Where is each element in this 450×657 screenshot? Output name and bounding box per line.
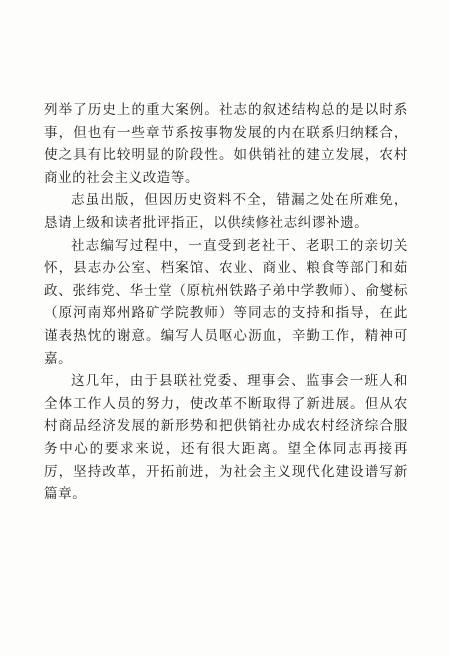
paragraph-closing: 这几年，由于县联社党委、理事会、监事会一班人和全体工作人员的努力，使改革不断取得了新进展。但从农村商品经济发展的新形势和把供销社办成农村经济综合服务中心的要求来说，还有很大距离。望全体同志再接再厉，坚持改革，开拓前进，为社会主义现代化建设谱写新篇章。 [44, 373, 408, 503]
paragraph-continued: 列举了历史上的重大案例。社志的叙述结构总的是以时系事，但也有一些章节系按事物发展的内在联系归纳糅合，使之具有比较明显的阶段性。如供销社的建立发展，农村商业的社会主义改造等。 [44, 102, 408, 186]
body-text [44, 99, 408, 506]
paragraph-errata-note: 志虽出版，但因历史资料不全，错漏之处在所难免，恳请上级和读者批评指正，以供续修社志纠谬补遗。 [44, 192, 408, 231]
paragraph-acknowledgements: 社志编写过程中，一直受到老社干、老职工的亲切关怀，县志办公室、档案馆、农业、商业、粮食等部门和茹政、张纬党、华士堂（原杭州铁路子弟中学教师）、俞燮标（原河南郑州路矿学院教师）等同志的支持和指导，在此谨表热忱的谢意。编写人员呕心沥血，辛勤工作，精神可嘉。 [44, 237, 408, 367]
